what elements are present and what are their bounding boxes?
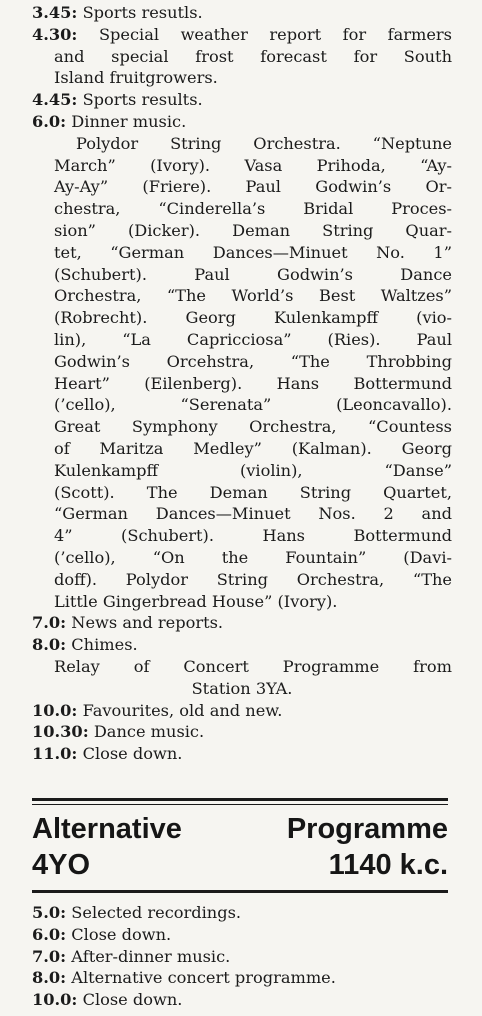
station-schedule	[32, 2, 452, 765]
entry-continuation: Island fruitgrowers.	[54, 68, 218, 88]
alternative-programme-header	[32, 810, 448, 890]
entry-time: 10.30:	[32, 722, 89, 742]
entry-text: After-dinner music.	[71, 946, 231, 966]
paragraph-line: Godwin’s Orcehstra, “The Throbbing	[54, 351, 452, 371]
paragraph-line: (Schubert). Paul Godwin’s Dance	[54, 264, 452, 284]
header-underline	[32, 890, 448, 893]
entry-time: 3.45:	[32, 3, 78, 22]
paragraph-line: Kulenkampff (violin), “Danse”	[54, 460, 452, 480]
schedule-entry	[32, 111, 452, 133]
entry-time: 6.0:	[32, 111, 67, 131]
paragraph-line: Ay-Ay” (Friere). Paul Godwin’s Or-	[54, 177, 452, 197]
schedule-entry	[32, 721, 452, 743]
schedule-entry	[32, 946, 452, 968]
paragraph-line: of Maritza Medley” (Kalman). Georg	[54, 438, 452, 458]
entry-time: 7.0:	[32, 946, 67, 966]
section-divider-thin	[32, 804, 448, 805]
relay-line: Relay of Concert Programme from	[54, 656, 452, 676]
paragraph-line: Polydor String Orchestra. “Neptune	[76, 133, 452, 153]
dinner-music-paragraph	[32, 133, 452, 613]
paragraph-line: March” (Ivory). Vasa Prihoda, “Ay-	[54, 155, 452, 175]
entry-text: Alternative concert programme.	[71, 968, 336, 988]
entry-time: 8.0:	[32, 635, 67, 655]
entry-time: 10.0:	[32, 990, 78, 1010]
paragraph-line: chestra, “Cinderella’s Bridal Proces-	[54, 199, 452, 219]
entry-text: Close down.	[82, 744, 183, 764]
paragraph-line: (Robrecht). Georg Kulenkampff (vio-	[54, 308, 452, 328]
paragraph-line: Orchestra, “The World’s Best Waltzes”	[54, 286, 452, 306]
paragraph-line: (’cello), “On the Fountain” (Davi-	[54, 547, 452, 567]
schedule-entry	[32, 2, 452, 24]
entry-text: Selected recordings.	[71, 903, 242, 922]
entry-time: 4.45:	[32, 90, 78, 110]
paragraph-line: sion” (Dicker). Deman String Quar-	[54, 220, 452, 240]
paragraph-line: Heart” (Eilenberg). Hans Bottermund	[54, 373, 452, 393]
entry-time: 7.0:	[32, 613, 67, 633]
schedule-entry	[32, 700, 452, 722]
entry-text: Favourites, old and new.	[82, 700, 283, 720]
header-frequency: 1140 k.c.	[328, 849, 448, 881]
entry-text: Close down.	[82, 990, 183, 1010]
schedule-entry	[32, 634, 452, 656]
schedule-entry	[32, 89, 452, 111]
entry-text: Sports resutls.	[82, 3, 203, 22]
entry-text: Sports results.	[82, 90, 203, 110]
entry-text: Close down.	[71, 924, 172, 944]
paragraph-line: (’cello), “Serenata” (Leoncavallo).	[54, 395, 452, 415]
paragraph-line: tet, “German Dances—Minuet No. 1”	[54, 242, 452, 262]
schedule-entry	[32, 989, 452, 1011]
entry-time: 11.0:	[32, 744, 78, 764]
header-alternative: Alternative	[32, 813, 182, 845]
entry-time: 5.0:	[32, 903, 67, 922]
entry-text: Dance music.	[93, 722, 205, 742]
entry-continuation: and special frost forecast for South	[54, 46, 452, 66]
schedule-entry	[32, 967, 452, 989]
header-programme: Programme	[286, 813, 448, 845]
entry-time: 8.0:	[32, 968, 67, 988]
alternative-schedule	[32, 902, 452, 1011]
paragraph-line: lin), “La Capricciosa” (Ries). Paul	[54, 329, 452, 349]
entry-text: Dinner music.	[71, 111, 187, 131]
entry-text: News and reports.	[71, 613, 224, 633]
paragraph-line: “German Dances—Minuet Nos. 2 and	[54, 504, 452, 524]
entry-time: 6.0:	[32, 924, 67, 944]
entry-time: 4.30:	[32, 24, 78, 44]
schedule-entry	[32, 902, 452, 924]
entry-text: Chimes.	[71, 635, 138, 655]
section-divider	[32, 798, 448, 801]
paragraph-line: 4” (Schubert). Hans Bottermund	[54, 526, 452, 546]
schedule-entry	[32, 743, 452, 765]
schedule-entry	[32, 924, 452, 946]
schedule-entry	[32, 24, 452, 46]
paragraph-line: doff). Polydor String Orchestra, “The	[54, 569, 452, 589]
schedule-entry	[32, 612, 452, 634]
paragraph-line: (Scott). The Deman String Quartet,	[54, 482, 452, 502]
entry-text: Special weather report for farmers	[98, 24, 452, 44]
relay-line: Station 3YA.	[191, 678, 293, 698]
header-station: 4YO	[32, 849, 91, 881]
entry-time: 10.0:	[32, 700, 78, 720]
paragraph-line: Little Gingerbread House” (Ivory).	[54, 591, 338, 611]
paragraph-line: Great Symphony Orchestra, “Countess	[54, 417, 452, 437]
